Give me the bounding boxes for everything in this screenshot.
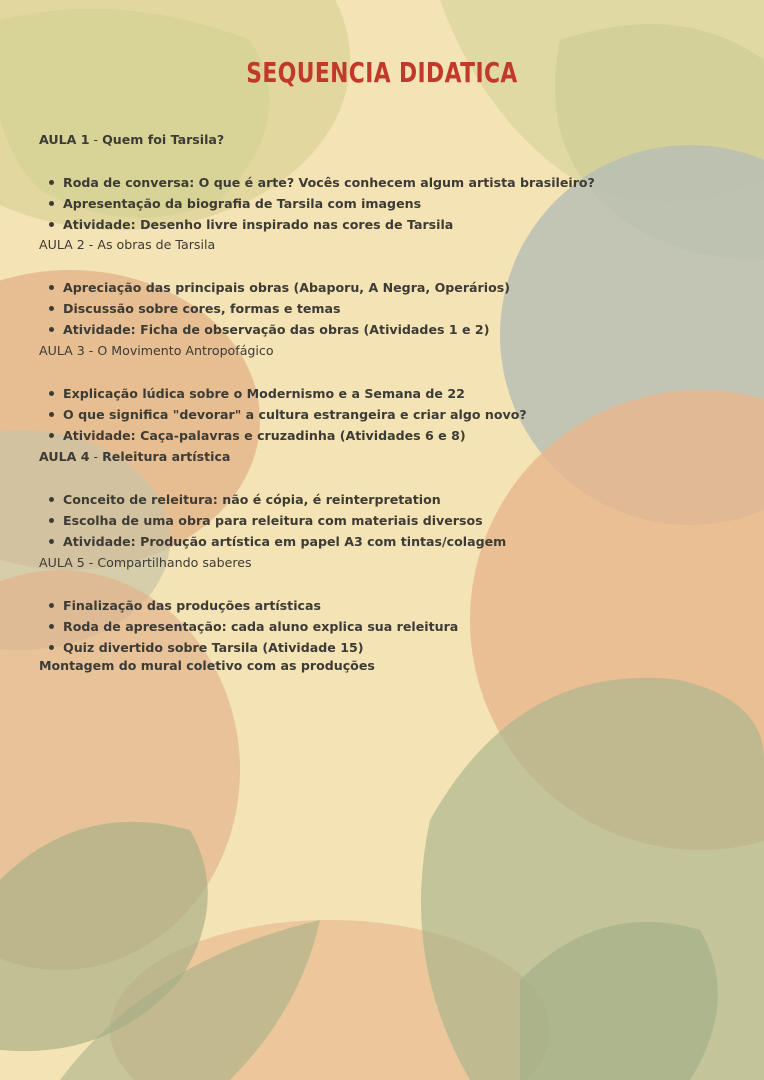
lesson-name: O Movimento Antropofágico [97,343,274,358]
list-item: Quiz divertido sobre Tarsila (Atividade 15) [40,637,458,658]
page-title: SEQUENCIA DIDATICA [246,56,518,89]
list-item: Conceito de releitura: não é cópia, é reinterpretation [40,489,506,510]
list-item: Discussão sobre cores, formas e temas [40,298,510,319]
list-item: Atividade: Ficha de observação das obras (Atividades 1 e 2) [40,319,510,340]
lesson-label: AULA 5 [39,555,85,570]
lesson-heading: AULA 4 - Releitura artística [39,449,231,464]
lesson-item-list [40,172,595,235]
closing-note: Montagem do mural coletivo com as produções [39,658,375,673]
lesson-heading: AULA 3 - O Movimento Antropofágico [39,343,274,358]
list-item: O que significa "devorar" a cultura estrangeira e criar algo novo? [40,404,527,425]
list-item: Explicação lúdica sobre o Modernismo e a Semana de 22 [40,383,527,404]
lesson-label: AULA 3 [39,343,85,358]
list-item: Roda de conversa: O que é arte? Vocês conhecem algum artista brasileiro? [40,172,595,193]
list-item: Escolha de uma obra para releitura com materiais diversos [40,510,506,531]
list-item: Atividade: Caça-palavras e cruzadinha (Atividades 6 e 8) [40,425,527,446]
lesson-item-list [40,277,510,340]
lesson-label: AULA 4 [39,449,90,464]
lesson-heading: AULA 1 - Quem foi Tarsila? [39,132,225,147]
list-item: Atividade: Produção artística em papel A3 com tintas/colagem [40,531,506,552]
list-item: Finalização das produções artísticas [40,595,458,616]
list-item: Roda de apresentação: cada aluno explica sua releitura [40,616,458,637]
lesson-name: Releitura artística [102,449,231,464]
lesson-name: Quem foi Tarsila? [102,132,225,147]
lesson-item-list [40,489,506,552]
lesson-label: AULA 2 [39,237,85,252]
list-item: Apreciação das principais obras (Abaporu, A Negra, Operários) [40,277,510,298]
lesson-heading: AULA 2 - As obras de Tarsila [39,237,216,252]
list-item: Apresentação da biografia de Tarsila com imagens [40,193,595,214]
lesson-item-list [40,383,527,446]
lesson-item-list [40,595,458,658]
list-item: Atividade: Desenho livre inspirado nas cores de Tarsila [40,214,595,235]
lesson-label: AULA 1 [39,132,90,147]
lesson-heading: AULA 5 - Compartilhando saberes [39,555,252,570]
lesson-name: Compartilhando saberes [97,555,252,570]
lesson-name: As obras de Tarsila [97,237,216,252]
